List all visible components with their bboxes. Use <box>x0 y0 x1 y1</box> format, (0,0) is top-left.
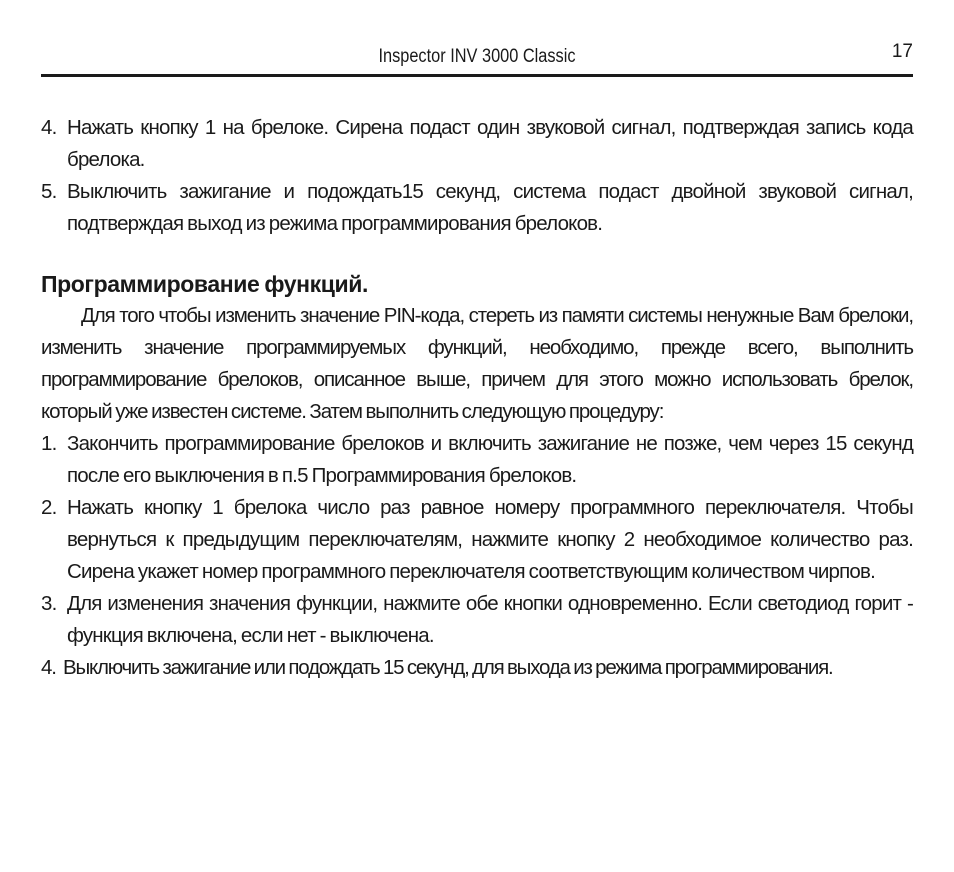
list-item <box>41 112 913 176</box>
list-item <box>41 652 913 684</box>
list-item <box>41 492 913 588</box>
list-item <box>41 176 913 240</box>
list-item-number: 4. <box>41 116 57 139</box>
document-page <box>41 0 913 679</box>
section-heading: Программирование функций. <box>41 271 368 297</box>
list-item <box>41 588 913 652</box>
header-divider <box>41 74 913 77</box>
header-title: Inspector INV 3000 Classic <box>378 46 576 67</box>
list-item-text: Нажать кнопку 1 брелока число раз равное номеру программного переключателя. Чтобы вернуться к предыдущим переключателям, нажмите кнопку 2 необходимое количество раз. Сирена укажет номер программного переключателя соответствующим количеством чирпов. <box>67 496 913 583</box>
list-item <box>41 428 913 492</box>
list-item-number: 4. <box>41 656 56 679</box>
page-header <box>41 0 913 77</box>
list-item-text: Нажать кнопку 1 на брелоке. Сирена подаст один звуковой сигнал, подтверждая запись кода брелока. <box>67 116 913 171</box>
page-number: 17 <box>891 41 913 62</box>
list-item-text: Выключить зажигание и подождать15 секунд, система подаст двойной звуковой сигнал, подтверждая выход из режима программирования брелоков. <box>67 180 913 235</box>
list-item-text: Закончить программирование брелоков и включить зажигание не позже, чем через 15 секунд после его выключения в п.5 Программирования брелоков. <box>67 432 913 487</box>
list-item-number: 2. <box>41 496 57 519</box>
list-item-number: 5. <box>41 180 57 203</box>
list-item-number: 3. <box>41 592 57 615</box>
page-content <box>41 112 913 684</box>
list-item-number: 1. <box>41 432 57 455</box>
list-item-text: Для изменения значения функции, нажмите обе кнопки одновременно. Если светодиод горит - функция включена, если нет - выключена. <box>67 592 913 647</box>
section-intro-paragraph: Для того чтобы изменить значение PIN-кода, стереть из памяти системы ненужные Вам брелоки, изменить значение программируемых функций, необходимо, прежде всего, выполнить программирование брелоков, описанное выше, причем для этого можно использовать брелок, который уже известен системе. Затем выполнить следующую процедуру: <box>41 304 913 423</box>
list-item-text: Выключить зажигание или подождать 15 секунд, для выхода из режима программирования. <box>63 656 833 679</box>
